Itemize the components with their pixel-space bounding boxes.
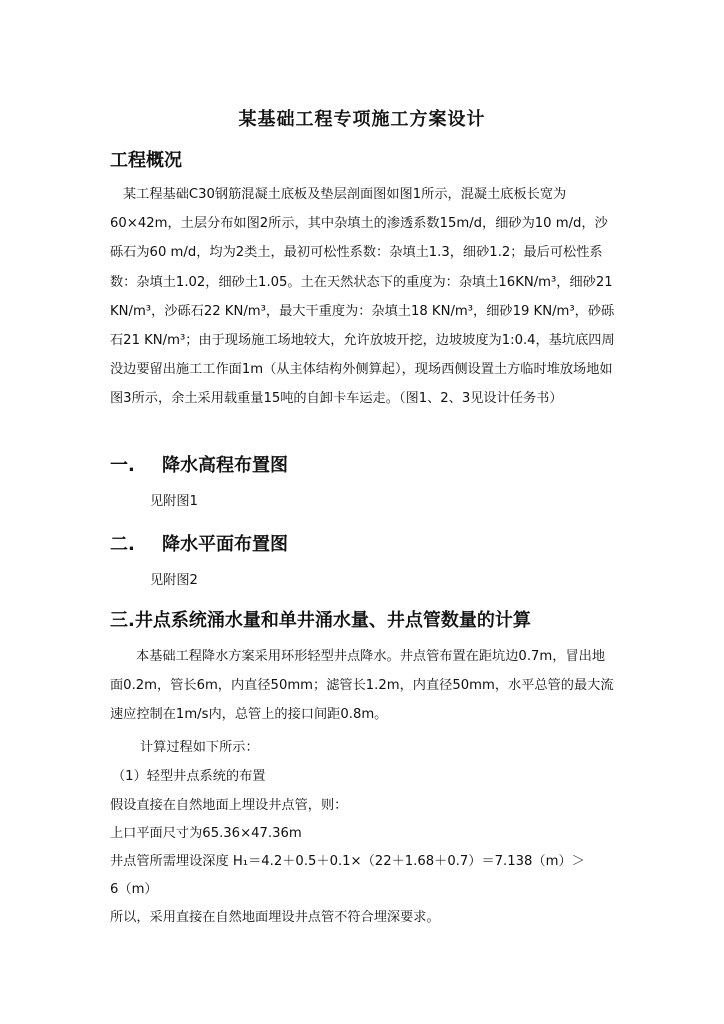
section-1-heading bbox=[110, 451, 288, 477]
section-1-number: 一. bbox=[110, 455, 135, 476]
overview-heading: 工程概况 bbox=[110, 150, 182, 171]
section-3-paragraph: 本基础工程降水方案采用环形轻型井点降水。井点管布置在距坑边0.7m，冒出地面0.2m，管长6m，内直径50mm；滤管长1.2m，内直径50mm，水平总管的最大流速应控制在1m/s内，总管上的接口间距0.8m。 bbox=[110, 649, 614, 723]
section-1-reference: 见附图1 bbox=[150, 494, 198, 509]
section-2-title: 降水平面布置图 bbox=[162, 534, 288, 555]
section-3-heading: 三.井点系统涌水量和单井涌水量、井点管数量的计算 bbox=[110, 610, 531, 631]
document-title: 某基础工程专项施工方案设计 bbox=[238, 109, 486, 130]
calc-line-2: 上口平面尺寸为65.36×47.36m bbox=[110, 826, 302, 841]
calc-line-3: 井点管所需埋设深度 H₁＝4.2＋0.5＋0.1×（22＋1.68＋0.7）＝7.138（m）＞ bbox=[110, 854, 585, 869]
overview-paragraph: 某工程基础C30钢筋混凝土底板及垫层剖面图如图1所示，混凝土底板长宽为60×42m，土层分布如图2所示，其中杂填土的渗透系数15m/d，细砂为10 m/d，沙砾石为60 m/d，均为2类土，最初可松性系数：杂填土1.3，细砂1.2；最后可松性系数：杂填土1.02，细砂土1.05。土在天然状态下的重度为：杂填土16KN/m³，细砂21 KN/m³，沙砾石22 KN/m³，最大干重度为：杂填土18 KN/m³，细砂19 KN/m³，砂砾石21 KN/m³；由于现场施工场地较大，允许放坡开挖，边坡坡度为1:0.4，基坑底四周没边要留出施工工作面1m（从主体结构外侧算起），现场西侧设置土方临时堆放场地如图3所示，余土采用载重量15吨的自卸卡车运走。（图1、2、3见设计任务书） bbox=[110, 187, 615, 407]
calc-line-5: 所以，采用直接在自然地面埋设井点管不符合埋深要求。 bbox=[110, 910, 440, 925]
calc-intro: 计算过程如下所示： bbox=[140, 740, 259, 755]
section-1-title: 降水高程布置图 bbox=[162, 455, 288, 476]
section-2-heading bbox=[110, 530, 288, 556]
section-2-reference: 见附图2 bbox=[150, 573, 198, 588]
sub-heading-layout: （1）轻型井点系统的布置 bbox=[112, 769, 266, 784]
calc-line-4: 6（m） bbox=[110, 882, 158, 897]
section-2-number: 二. bbox=[110, 534, 135, 555]
calc-line-1: 假设直接在自然地面上埋设井点管，则： bbox=[110, 798, 348, 813]
